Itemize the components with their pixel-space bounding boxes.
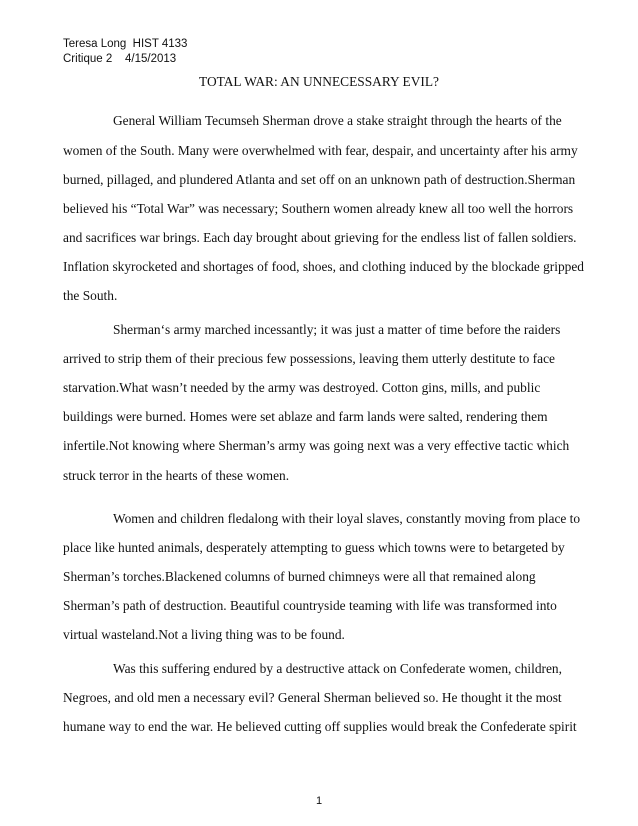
body-line: Negroes, and old men a necessary evil? General Sherman believed so. He thought it the most [63, 690, 562, 705]
body-line: Was this suffering endured by a destructive attack on Confederate women, children, [113, 661, 562, 676]
body-line: arrived to strip them of their precious few possessions, leaving them utterly destitute to face [63, 351, 555, 366]
body-line: Sherman’s torches.Blackened columns of burned chimneys were all that remained along [63, 569, 536, 584]
body-line: the South. [63, 288, 118, 303]
body-line: virtual wasteland.Not a living thing was to be found. [63, 627, 345, 642]
body-line: believed his “Total War” was necessary; Southern women already knew all too well the horrors [63, 201, 574, 216]
header-author-course: Teresa Long HIST 4133 [63, 38, 188, 50]
body-line: starvation.What wasn’t needed by the army was destroyed. Cotton gins, mills, and public [63, 380, 541, 395]
header-critique-date: Critique 2 4/15/2013 [63, 53, 177, 65]
body-line: Sherman‘s army marched incessantly; it was just a matter of time before the raiders [113, 322, 561, 337]
body-line: struck terror in the hearts of these women. [63, 468, 290, 483]
page-number: 1 [315, 795, 323, 807]
essay-title: TOTAL WAR: AN UNNECESSARY EVIL? [199, 74, 439, 89]
body-line: humane way to end the war. He believed cutting off supplies would break the Confederate spirit [63, 719, 577, 734]
body-line: women of the South. Many were overwhelmed with fear, despair, and uncertainty after his army [63, 143, 578, 158]
body-line: place like hunted animals, desperately attempting to guess which towns were to betargeted by [63, 540, 565, 555]
body-line: infertile.Not knowing where Sherman’s army was going next was a very effective tactic which [63, 438, 570, 453]
body-line: Inflation skyrocketed and shortages of food, shoes, and clothing induced by the blockade gripped [63, 259, 584, 274]
body-line: and sacrifices war brings. Each day brought about grieving for the endless list of fallen soldiers. [63, 230, 577, 245]
body-line: Sherman’s path of destruction. Beautiful countryside teaming with life was transformed into [63, 598, 557, 613]
body-line: General William Tecumseh Sherman drove a stake straight through the hearts of the [113, 113, 562, 128]
body-line: buildings were burned. Homes were set ablaze and farm lands were salted, rendering them [63, 409, 548, 424]
body-line: Women and children fledalong with their loyal slaves, constantly moving from place to [113, 511, 581, 526]
body-line: burned, pillaged, and plundered Atlanta and set off on an unknown path of destruction.Sherman [63, 172, 576, 187]
